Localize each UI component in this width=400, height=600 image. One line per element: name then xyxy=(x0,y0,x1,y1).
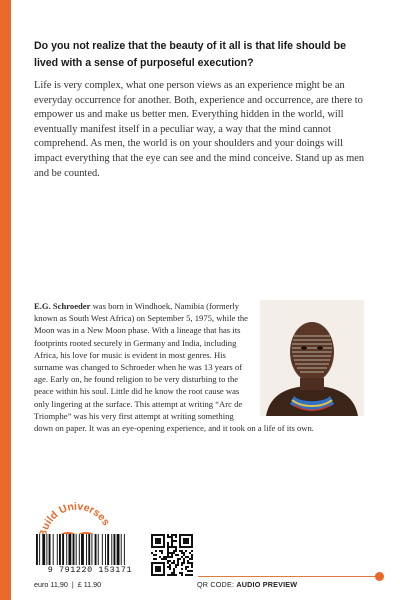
price-eur: euro 11,90 xyxy=(34,579,68,589)
qr-caption-label: QR CODE: xyxy=(197,580,235,589)
qr-caption xyxy=(197,580,297,589)
svg-text:Build Universes xyxy=(37,501,112,539)
price-row xyxy=(34,578,101,590)
price-gbp: £ 11.90 xyxy=(77,579,102,589)
author-photo xyxy=(260,300,364,416)
qr-caption-strong: AUDIO PREVIEW xyxy=(236,580,298,589)
author-bio xyxy=(34,300,364,480)
back-cover-blurb: Life is very complex, what one person views as an experience might be an everyday occurrence for another. Both, experience and occurrence, are there to empower us and make us better men. Everything hidden in the world, will eventually manifest itself in a peculiar way, a way that the mind cannot comprehend. As men, the world is on your shoulders and your doings will impact everything that the eye can see and the mind conceive. Stand up as men and be counted. xyxy=(34,80,365,179)
author-portrait-image xyxy=(260,300,364,416)
qr-code-icon[interactable] xyxy=(151,534,193,576)
back-cover-headline: Do you not realize that the beauty of it all is that life should be lived with a sense of purposeful execution? xyxy=(34,40,346,69)
price-separator: | xyxy=(71,579,74,589)
orange-spine-stripe xyxy=(0,0,11,600)
qr-caption-divider xyxy=(198,576,378,577)
publisher-logo-text: uild Universes xyxy=(39,500,113,532)
orange-dot-icon xyxy=(375,572,384,581)
isbn-barcode-block xyxy=(34,534,146,590)
author-name: E.G. Schroeder xyxy=(34,301,91,311)
author-bio-text: was born in Windhoek, Namibia (formerly known as South West Africa) on September 5, 1975, while the Moon was in a New Moon phase. With a lineage that has its footprints rooted securely in Germany and India, including Africa, his love for music is evident in most genres. His surname was changed to Schroeder when he was 13 years of age. Early on, he found religion to be very disturbing to the peace within his soul. Little did he know the root cause was only lingering at the surface. This attempt at writing “Arc de Triomphe” was his very first attempt at writing something down on paper. It was an eye-opening experience, and it took on a life of its own. xyxy=(34,301,314,434)
isbn-number: 9 791220 153171 xyxy=(34,565,146,575)
